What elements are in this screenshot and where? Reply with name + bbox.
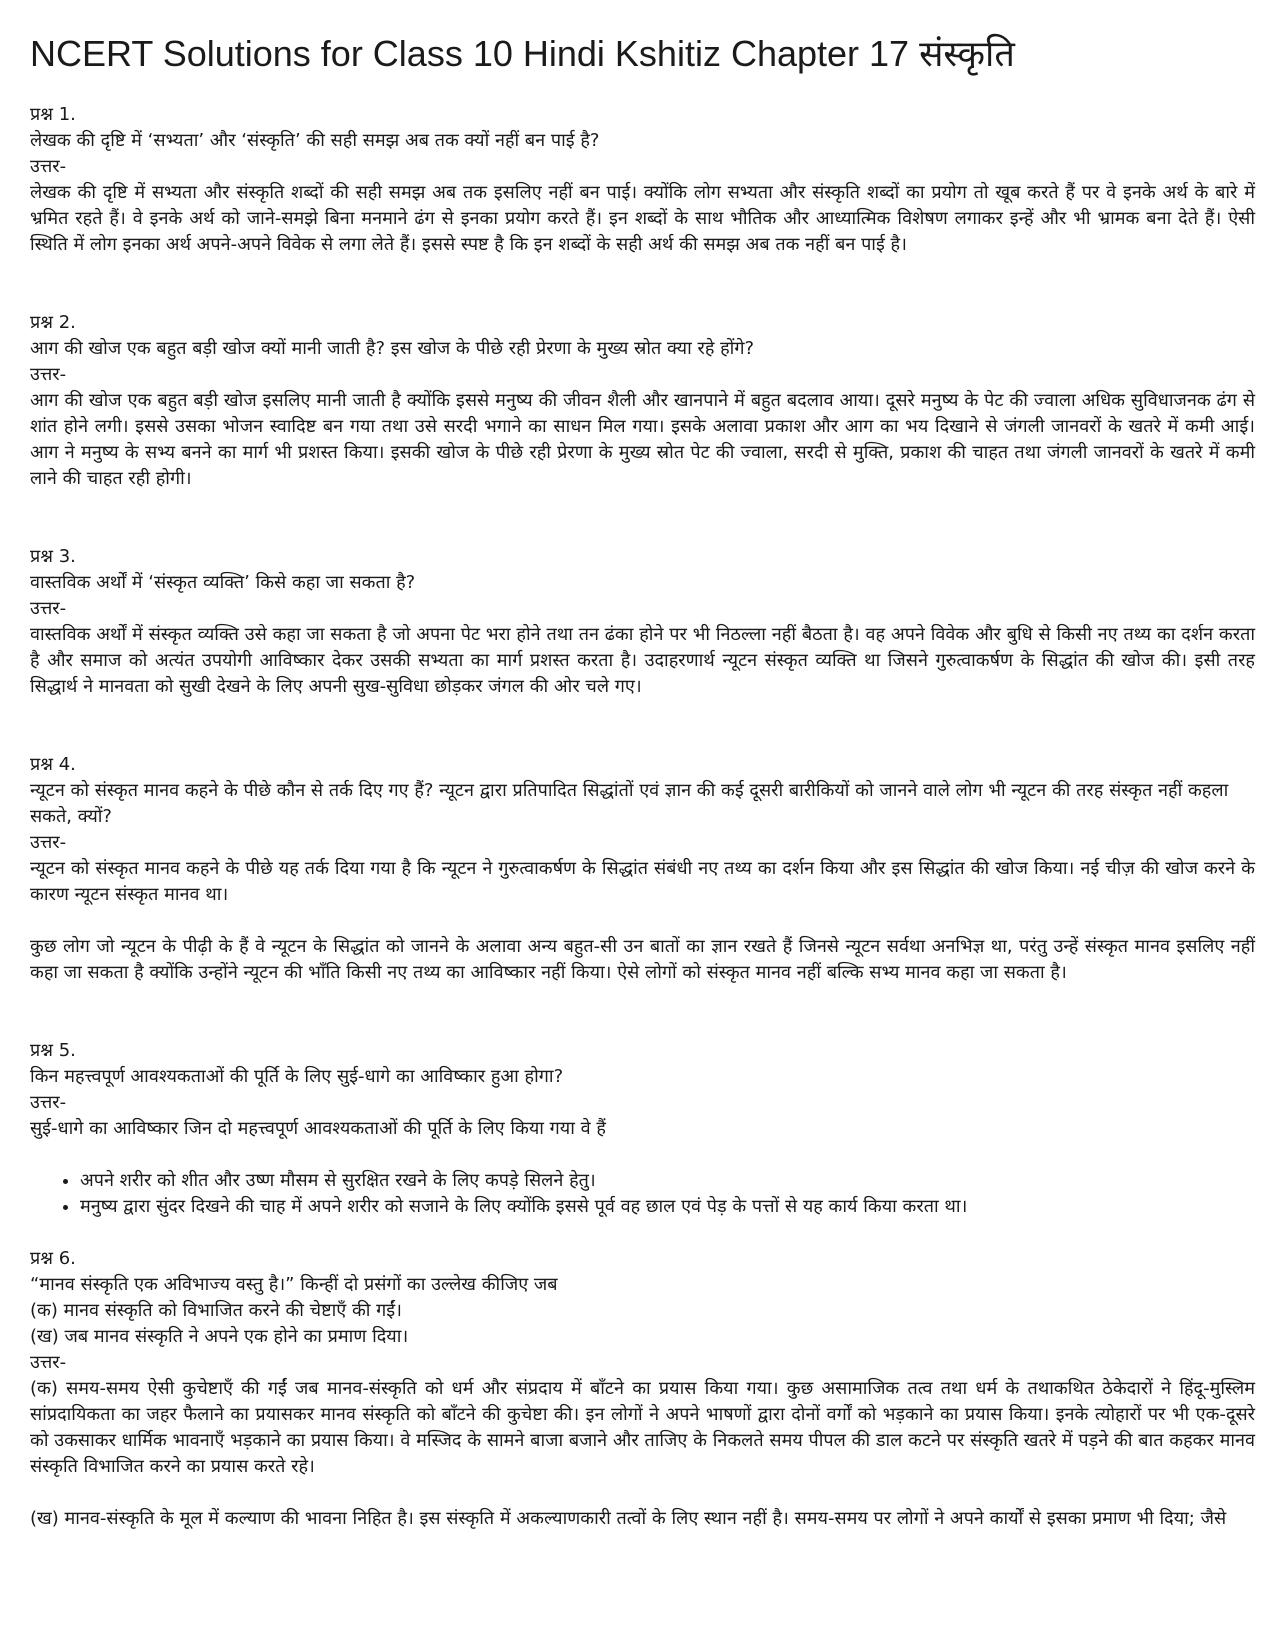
answer-label: उत्तर- bbox=[30, 598, 67, 619]
document-page bbox=[30, 28, 1255, 1532]
question-label: प्रश्न 3. bbox=[30, 546, 76, 567]
answer-text: (क) समय-समय ऐसी कुचेष्टाएँ की गईं जब मानव-संस्कृति को धर्म और संप्रदाय में बाँटने का प्रयास किया गया। कुछ असामाजिक तत्व तथा धर्म के तथाकथित ठेकेदारों ने हिंदू-मुस्लिम सांप्रदायिकता का जहर फैलाने का प्रयासकर मानव संस्कृति को बाँटने की कुचेष्टा की। इन लोगों ने अपने भाषणों द्वारा दोनों वर्गों को भड़काने का प्रयास किया। इनके त्योहारों पर भी एक-दूसरे को उकसाकर धार्मिक भावनाएँ भड़काने का प्रयास किया। वे मस्जिद के सामने बाजा बजाने और ताजिए के निकलते समय पीपल की डाल कटने पर संस्कृति खतरे में पड़ने की बात कहकर मानव संस्कृति विभाजित करने का प्रयास करते रहे। bbox=[30, 1378, 1255, 1477]
answer-text: लेखक की दृष्टि में सभ्यता और संस्कृति शब्दों की सही समझ अब तक इसलिए नहीं बन पाई। क्योंकि लोग सभ्यता और संस्कृति शब्दों का प्रयोग तो खूब करते हैं पर वे इनके अर्थ के बारे में भ्रमित रहते हैं। वे इनके अर्थ को जाने-समझे बिना मनमाने ढंग से इनका प्रयोग करते हैं। इन शब्दों के साथ भौतिक और आध्यात्मिक विशेषण लगाकर इन्हें और भी भ्रामक बना देते हैं। ऐसी स्थिति में लोग इनका अर्थ अपने-अपने विवेक से लगा लेते हैं। इससे स्पष्ट है कि इन शब्दों के सही अर्थ की समझ अब तक नहीं बन पाई है। bbox=[30, 182, 1255, 255]
answer-text: आग की खोज एक बहुत बड़ी खोज इसलिए मानी जाती है क्योंकि इससे मनुष्य की जीवन शैली और खानपाने में बहुत बदलाव आया। दूसरे मनुष्य के पेट की ज्वाला अधिक सुविधाजनक ढंग से शांत होने लगी। इससे उसका भोजन स्वादिष्ट बन गया तथा उसे सरदी भगाने का साधन मिल गया। इसके अलावा प्रकाश और आग का भय दिखाने से जंगली जानवरों के खतरे में कमी आई। आग ने मनुष्य के सभ्य बनने का मार्ग भी प्रशस्त किया। इसकी खोज के पीछे रही प्रेरणा के मुख्य स्रोत पेट की ज्वाला, सरदी से मुक्ति, प्रकाश की चाहत तथा जंगली जानवरों के खतरे में कमी लाने की चाहत रही होगी। bbox=[30, 390, 1255, 489]
question-label: प्रश्न 4. bbox=[30, 754, 76, 775]
question-block-4 bbox=[30, 752, 1255, 986]
question-text: आग की खोज एक बहुत बड़ी खोज क्यों मानी जाती है? इस खोज के पीछे रही प्रेरणा के मुख्य स्रोत क्या रहे होंगे? bbox=[30, 338, 755, 359]
list-item: • मनुष्य द्वारा सुंदर दिखने की चाह में अपने शरीर को सजाने के लिए क्योंकि इससे पूर्व वह छाल एवं पेड़ के पत्तों से यह कार्य किया करता था। bbox=[80, 1194, 1255, 1220]
answer-text: वास्तविक अर्थों में संस्कृत व्यक्ति उसे कहा जा सकता है जो अपना पेट भरा होने तथा तन ढंका होने पर भी निठल्ला नहीं बैठता है। वह अपने विवेक और बुधि से किसी नए तथ्य का दर्शन करता है और समाज को अत्यंत उपयोगी आविष्कार देकर उसकी सभ्यता का मार्ग प्रशस्त करता है। उदाहरणार्थ न्यूटन संस्कृत व्यक्ति था जिसने गुरुत्वाकर्षण के सिद्धांत की खोज की। इसी तरह सिद्धार्थ ने मानवता को सुखी देखने के लिए अपनी सुख-सुविधा छोड़कर जंगल की ओर चले गए। bbox=[30, 624, 1255, 697]
question-text: लेखक की दृष्टि में ‘सभ्यता’ और ‘संस्कृति’ की सही समझ अब तक क्यों नहीं बन पाई है? bbox=[30, 130, 600, 151]
answer-label: उत्तर- bbox=[30, 1092, 67, 1113]
question-text: “मानव संस्कृति एक अविभाज्य वस्तु है।” किन्हीं दो प्रसंगों का उल्लेख कीजिए जब bbox=[30, 1274, 558, 1295]
question-label: प्रश्न 1. bbox=[30, 104, 76, 125]
question-block-2 bbox=[30, 310, 1255, 492]
question-text: न्यूटन को संस्कृत मानव कहने के पीछे कौन से तर्क दिए गए हैं? न्यूटन द्वारा प्रतिपादित सिद्धांतों एवं ज्ञान की कई दूसरी बारीकियों को जानने वाले लोग भी न्यूटन की तरह संस्कृत नहीं कहला सकते, क्यों? bbox=[30, 780, 1229, 827]
answer-label: उत्तर- bbox=[30, 156, 67, 177]
question-block-5 bbox=[30, 1038, 1255, 1220]
answer-label: उत्तर- bbox=[30, 832, 67, 853]
question-block-1 bbox=[30, 102, 1255, 258]
question-part-b: (ख) जब मानव संस्कृति ने अपने एक होने का प्रमाण दिया। bbox=[30, 1326, 409, 1347]
document-title: NCERT Solutions for Class 10 Hindi Kshitiz Chapter 17 संस्कृति bbox=[30, 33, 1015, 74]
question-label: प्रश्न 5. bbox=[30, 1040, 76, 1061]
question-part-a: (क) मानव संस्कृति को विभाजित करने की चेष्टाएँ की गईं। bbox=[30, 1300, 402, 1321]
question-label: प्रश्न 6. bbox=[30, 1248, 76, 1269]
question-block-6 bbox=[30, 1246, 1255, 1532]
answer-bullet-list bbox=[30, 1168, 1255, 1220]
answer-text-continued: कुछ लोग जो न्यूटन के पीढ़ी के हैं वे न्यूटन के सिद्धांत को जानने के अलावा अन्य बहुत-सी उन बातों का ज्ञान रखते हैं जिनसे न्यूटन सर्वथा अनभिज्ञ था, परंतु उन्हें संस्कृत मानव इसलिए नहीं कहा जा सकता है क्योंकि उन्होंने न्यूटन की भाँति किसी नए तथ्य का आविष्कार नहीं किया। ऐसे लोगों को संस्कृत मानव नहीं बल्कि सभ्य मानव कहा जा सकता है। bbox=[30, 936, 1255, 983]
qa-list bbox=[30, 102, 1255, 1532]
answer-text-continued: (ख) मानव-संस्कृति के मूल में कल्याण की भावना निहित है। इस संस्कृति में अकल्याणकारी तत्वों के लिए स्थान नहीं है। समय-समय पर लोगों ने अपने कार्यों से इसका प्रमाण भी दिया; जैसे bbox=[30, 1508, 1227, 1529]
answer-label: उत्तर- bbox=[30, 1352, 67, 1373]
list-item: • अपने शरीर को शीत और उष्ण मौसम से सुरक्षित रखने के लिए कपड़े सिलने हेतु। bbox=[80, 1168, 1255, 1194]
answer-text: न्यूटन को संस्कृत मानव कहने के पीछे यह तर्क दिया गया है कि न्यूटन ने गुरुत्वाकर्षण के सिद्धांत संबंधी नए तथ्य का दर्शन किया और इस सिद्धांत की खोज किया। नई चीज़ की खोज करने के कारण न्यूटन संस्कृत मानव था। bbox=[30, 858, 1255, 905]
question-text: किन महत्त्वपूर्ण आवश्यकताओं की पूर्ति के लिए सुई-धागे का आविष्कार हुआ होगा? bbox=[30, 1066, 564, 1087]
answer-text: सुई-धागे का आविष्कार जिन दो महत्त्वपूर्ण आवश्यकताओं की पूर्ति के लिए किया गया वे हैं bbox=[30, 1118, 606, 1139]
answer-label: उत्तर- bbox=[30, 364, 67, 385]
question-label: प्रश्न 2. bbox=[30, 312, 76, 333]
question-text: वास्तविक अर्थों में ‘संस्कृत व्यक्ति’ किसे कहा जा सकता है? bbox=[30, 572, 416, 593]
question-block-3 bbox=[30, 544, 1255, 700]
